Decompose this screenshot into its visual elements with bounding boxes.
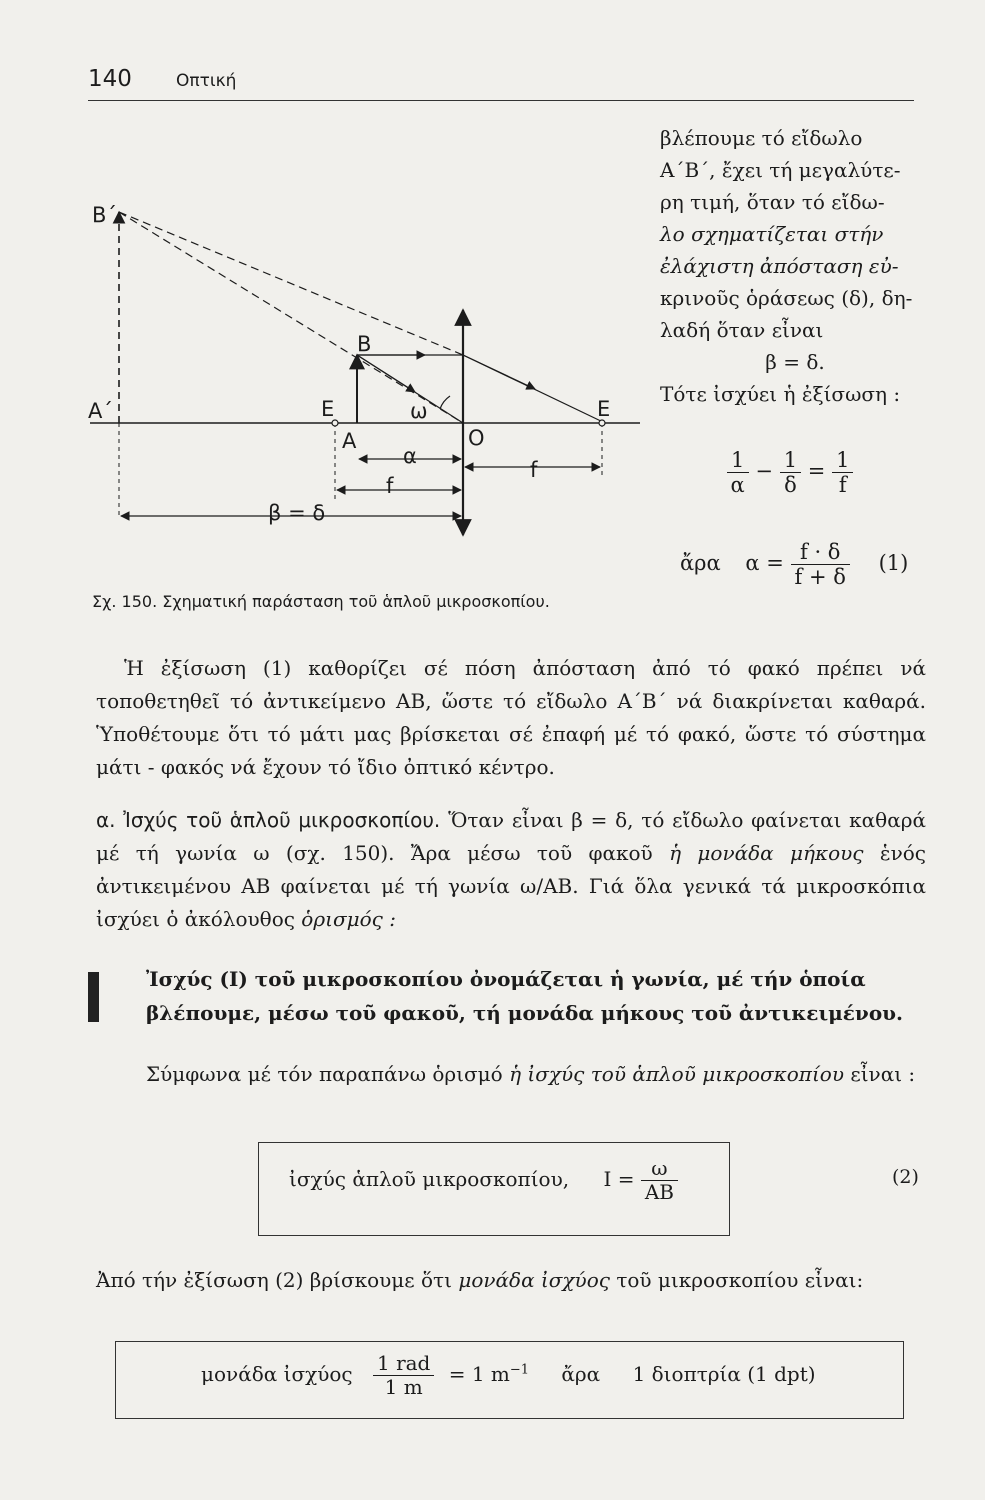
ara-word: ἄρα	[680, 551, 721, 576]
definition-marker-bar	[88, 972, 99, 1022]
label-a: Α	[342, 429, 357, 453]
paragraph-2-text-1: Ὅταν εἶναι β = δ, τό εἴδωλο φαίνεται καθαρά μέ τή γωνία ω (σχ. 150). Ἄρα μέσω τοῦ φακοῦ	[96, 808, 926, 865]
formula-box-unit	[115, 1341, 904, 1419]
figure-caption: Σχ. 150. Σχηματική παράσταση τοῦ ἁπλοῦ μικροσκοπίου.	[92, 592, 550, 611]
label-b: Β	[357, 332, 372, 356]
unit-rhs: 1 διοπτρία (1 dpt)	[632, 1362, 816, 1386]
definition-text: Ἰσχύς (Ι) τοῦ μικροσκοπίου ὀνομάζεται ἡ γωνία, μέ τήν ὁποία βλέπουμε, μέσω τοῦ φακοῦ, τή μονάδα μήκους τοῦ ἀντικειμένου.	[146, 967, 903, 1025]
unit-ara: ἄρα	[561, 1362, 601, 1386]
paragraph-3-italic: ἡ ἰσχύς τοῦ ἁπλοῦ μικροσκοπίου	[509, 1062, 844, 1086]
sidebar-lead: Τότε ἰσχύει ἡ ἐξίσωση :	[660, 382, 901, 406]
paragraph-2	[96, 804, 926, 936]
sidebar-line: λο σχηματίζεται στήν	[660, 222, 884, 246]
equation-lens	[660, 448, 920, 497]
sidebar-line: λαδή ὅταν εἶναι	[660, 318, 824, 342]
paragraph-4-text-1: Ἀπό τήν ἐξίσωση (2) βρίσκουμε ὅτι	[96, 1268, 452, 1292]
unit-exponent: −1	[509, 1362, 530, 1378]
equation-1	[640, 540, 940, 589]
formula-label: ἰσχύς ἁπλοῦ μικροσκοπίου,	[289, 1167, 570, 1191]
fraction-one-over-alpha: $\frac{1}{\alpha}$	[727, 448, 749, 497]
label-omega: ω	[410, 399, 428, 423]
label-a-prime: Α΄	[88, 399, 113, 423]
sidebar-line: βλέπουμε τό εἴδωλο	[660, 126, 863, 150]
fraction-rad-m: $\frac{\text{1 rad}}{1 m}$	[373, 1352, 434, 1399]
figure-simple-microscope	[80, 180, 660, 555]
fraction-f-delta: $\frac{f \cdot \delta}{f + \delta}$	[791, 540, 850, 589]
paragraph-3-text-2: εἶναι :	[850, 1062, 916, 1086]
label-beta-delta: β = δ	[268, 501, 326, 525]
equation-tag: (1)	[878, 551, 909, 576]
label-b-prime: Β΄	[92, 203, 117, 227]
equation-tag-2: (2)	[892, 1166, 919, 1188]
sidebar-line: κρινοῦς ὁράσεως (δ), δη-	[660, 286, 913, 310]
paragraph-2-definition-word: ὁρισμός :	[301, 907, 396, 931]
running-title: Οπτική	[176, 71, 237, 91]
sidebar-condition: β = δ.	[765, 350, 825, 374]
header-rule	[88, 100, 914, 101]
paragraph-4-text-2: τοῦ μικροσκοπίου εἶναι:	[616, 1268, 864, 1292]
unit-eq: = 1 m	[448, 1362, 510, 1386]
alpha-equals: α =	[745, 551, 784, 576]
sidebar-line: ρη τιμή, ὅταν τό εἴδω-	[660, 190, 885, 214]
paragraph-1	[96, 652, 926, 784]
unit-label: μονάδα ἰσχύος	[201, 1362, 353, 1386]
paragraph-2-italic: ἡ μονάδα μήκους	[669, 841, 864, 865]
paragraph-2-text-2: ἑνός ἀντικειμένου ΑΒ φαίνεται μέ τή γωνία ω/ΑΒ. Γιά ὅλα γενικά τά μικροσκόπια ἰσχύει ὁ ἀκόλουθος	[96, 841, 927, 931]
label-alpha: α	[403, 444, 417, 468]
page-number: 140	[88, 66, 132, 92]
equals-sign: =	[807, 459, 826, 484]
paragraph-3	[96, 1058, 926, 1091]
label-e-left: Ε	[321, 397, 335, 421]
paragraph-1-text: Ἡ ἐξίσωση (1) καθορίζει σέ πόση ἀπόσταση ἀπό τό φακό πρέπει νά τοποθετηθεῖ τό ἀντικείμενο ΑΒ, ὥστε τό εἴδωλο Α΄Β΄ νά διακρίνεται καθαρά. Ὑποθέτουμε ὅτι τό μάτι μας βρίσκεται σέ ἐπαφή μέ τό φακό, ὥστε τό σύστημα μάτι - φακός νά ἔχουν τό ἴδιο ὀπτικό κέντρο.	[96, 656, 926, 779]
fraction-one-over-delta: $\frac{1}{\delta}$	[780, 448, 801, 497]
label-f-right: f	[530, 458, 538, 482]
sidebar-line: ἐλάχιστη ἀπόσταση εὐ-	[660, 254, 899, 278]
fraction-omega-ab: $\frac{\omega}{AB}$	[641, 1157, 678, 1204]
sidebar-line: Α΄Β΄, ἔχει τή μεγαλύτε-	[660, 158, 901, 182]
label-e-right: Ε	[597, 397, 611, 421]
label-f-left: f	[386, 474, 394, 498]
minus-sign: −	[755, 459, 774, 484]
section-heading: α. Ἰσχύς τοῦ ἁπλοῦ μικροσκοπίου.	[96, 808, 441, 832]
paragraph-4	[96, 1264, 926, 1297]
paragraph-3-text-1: Σύμφωνα μέ τόν παραπάνω ὁρισμό	[146, 1062, 503, 1086]
formula-lhs: Ι =	[603, 1167, 635, 1191]
sidebar-text	[660, 122, 930, 410]
label-o: Ο	[468, 426, 485, 450]
paragraph-4-italic: μονάδα ἰσχύος	[458, 1268, 610, 1292]
formula-box-power	[258, 1142, 730, 1236]
fraction-one-over-f: $\frac{1}{f}$	[832, 448, 853, 497]
